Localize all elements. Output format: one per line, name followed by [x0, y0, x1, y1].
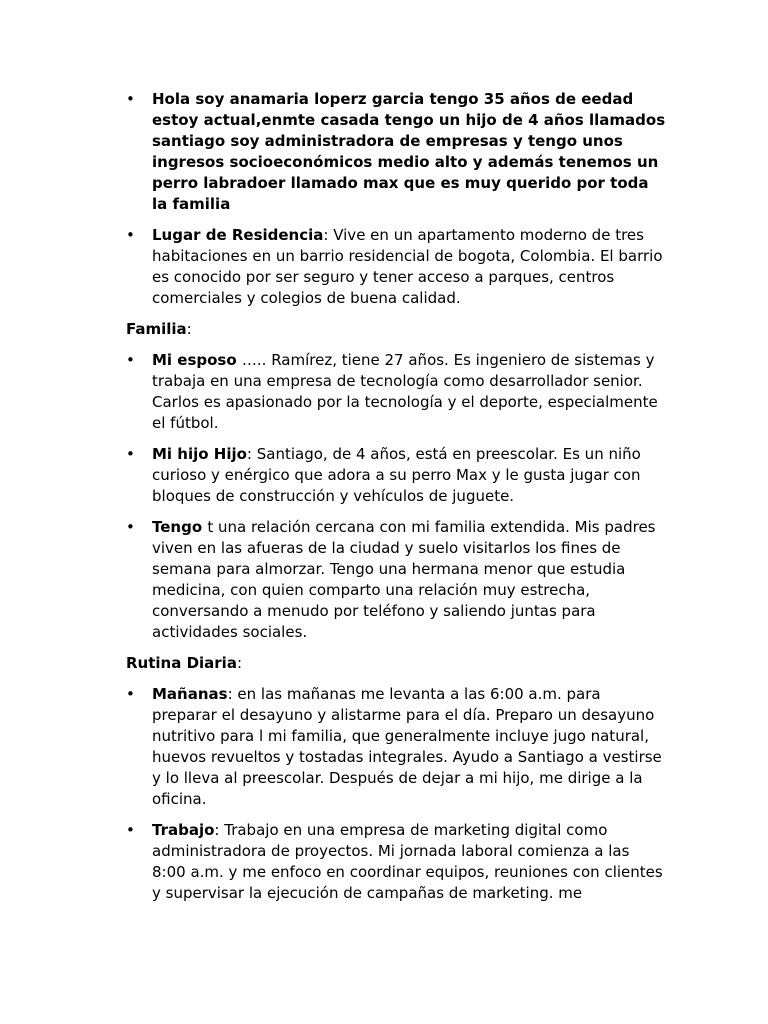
bullet-icon: • — [126, 821, 135, 839]
rutina-title: Rutina Diaria — [126, 654, 237, 672]
familia-list — [106, 350, 666, 643]
bullet-icon: • — [126, 90, 135, 108]
bullet-icon: • — [126, 226, 135, 244]
bullet-icon: • — [126, 445, 135, 463]
residencia-label: Lugar de Residencia — [152, 226, 324, 244]
trabajo-text: : Trabajo en una empresa de marketing digital como administradora de proyectos. Mi jornada laboral comienza a las 8:00 a.m. y me enfoco en coordinar equipos, reuniones con clientes y supervisar la ejecución de campañas de marketing. me — [152, 821, 663, 902]
list-item-mananas — [106, 684, 666, 810]
mananas-text: : en las mañanas me levanta a las 6:00 a.m. para preparar el desayuno y alistarme para el día. Preparo un desayuno nutritivo para l mi familia, que generalmente incluye jugo natural, huevos revueltos y tostadas integrales. Ayudo a Santiago a vestirse y lo lleva al preescolar. Después de dejar a mi hijo, me dirige a la oficina. — [152, 685, 662, 808]
familia-suffix: : — [186, 320, 192, 338]
list-item-esposo — [106, 350, 666, 434]
intro-bold-text: Hola soy anamaria loperz garcia tengo 35 años de eedad estoy actual,enmte casada tengo un hijo de 4 años llamados santiago soy administradora de empresas y tengo unos ingresos socioeconómicos medio alto y además tenemos un perro labradoer llamado max que es muy querido por toda la familia — [152, 90, 666, 213]
list-item-tengo — [106, 517, 666, 643]
rutina-list — [106, 684, 666, 904]
tengo-label: Tengo — [152, 518, 208, 536]
list-item-trabajo — [106, 820, 666, 904]
bullet-icon: • — [126, 518, 135, 536]
hijo-text: : Santiago, de 4 años, está en preescolar. Es un niño curioso y enérgico que adora a su perro Max y le gusta jugar con bloques de construcción y vehículos de juguete. — [152, 445, 641, 505]
document-body — [106, 89, 666, 914]
tengo-text: t una relación cercana con mi familia extendida. Mis padres viven en las afueras de la ciudad y suelo visitarlos los fines de semana para almorzar. Tengo una hermana menor que estudia medicina, con quien comparto una relación muy estrecha, conversando a menudo por teléfono y saliendo juntas para actividades sociales. — [152, 518, 656, 641]
rutina-suffix: : — [236, 654, 243, 672]
list-item-residencia — [106, 225, 666, 309]
esposo-label: Mi esposo — [152, 351, 242, 369]
hijo-label: Mi hijo Hijo — [152, 445, 247, 463]
residencia-text: : Vive en un apartamento moderno de tres habitaciones en un barrio residencial de bogota, Colombia. El barrio es conocido por ser seguro y tener acceso a parques, centros comerciales y colegios de buena calidad. — [152, 226, 663, 307]
mananas-label: Mañanas — [152, 685, 228, 703]
trabajo-label: Trabajo — [152, 821, 215, 839]
familia-title: Familia — [126, 320, 187, 338]
list-item-intro — [106, 89, 666, 215]
bullet-icon: • — [126, 351, 135, 369]
bullet-icon: • — [126, 685, 135, 703]
intro-list — [106, 89, 666, 309]
section-heading-familia — [106, 319, 666, 340]
esposo-text: ….. Ramírez, tiene 27 años. Es ingeniero de sistemas y trabaja en una empresa de tecnología como desarrollador senior. Carlos es apasionado por la tecnología y el deporte, especialmente el fútbol. — [152, 351, 658, 432]
section-heading-rutina — [106, 653, 666, 674]
list-item-hijo — [106, 444, 666, 507]
